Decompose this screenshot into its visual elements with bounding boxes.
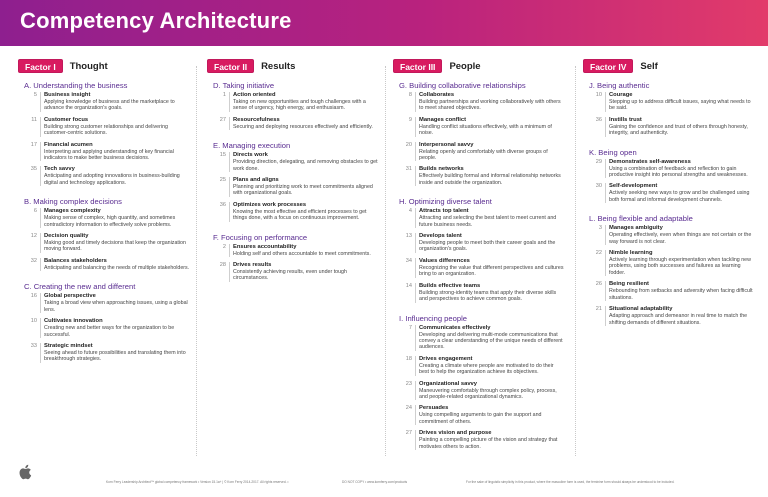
factor-header [393,58,569,74]
competency-item [24,343,194,363]
competency-description: Applying knowledge of business and the marketplace to advance the organization's goals. [44,99,175,112]
competency-name: Drives results [233,262,272,269]
competency-number: 28 [219,262,226,269]
competency-name: Organizational savvy [419,380,477,387]
factor-badge: Factor I [18,59,63,73]
competency-body [415,405,565,425]
competency-body [605,159,755,179]
competency-name: Tech savvy [44,166,75,173]
competency-body [415,283,565,303]
competency-item [213,152,383,172]
competency-item [589,159,759,179]
competency-item [399,142,569,162]
competency-body [605,92,755,112]
competency-body [605,117,755,137]
cluster [393,197,569,302]
competency-description: Interpreting and applying understanding of key financial indicators to make better business decisions. [44,148,174,162]
competency-description: Developing and delivering multi-mode communications that convey a clear understanding of the unique needs of different audiences. [419,331,563,351]
competency-description: Planning and prioritizing work to meet commitments aligned with organizational goals. [233,184,373,197]
competency-name: Drives engagement [419,355,473,362]
footer-copyright: Korn Ferry Leadership Architect™ global competency framework • Version 15.1a+ | © Korn Ferry 2014-2017. All rights reserved. • [106,480,289,484]
competency-name: Action oriented [233,92,276,98]
competency-item [589,281,759,301]
competency-item [589,306,759,326]
competency-name: Values differences [419,257,470,264]
competency-description: Creating new and better ways for the organization to be successful. [44,325,175,338]
competency-body [415,208,565,228]
competency-body [40,343,190,363]
competency-body [229,92,379,112]
competency-number: 26 [595,281,602,288]
factor-column [18,58,194,374]
competency-name: Communicates effectively [419,324,491,331]
competency-description: Attracting and selecting the best talent to meet current and future business needs. [419,215,557,228]
competency-item [24,208,194,228]
cluster-title: L. Being flexible and adaptable [589,214,693,224]
competency-description: Using a combination of feedback and reflection to gain productive insight into personal strengths and weaknesses. [609,165,748,179]
competency-body [229,244,379,257]
competency-number: 33 [30,342,37,349]
competency-body [415,142,565,162]
competency-name: Persuades [419,405,449,412]
cluster [207,233,383,282]
cluster [583,148,759,204]
factor-badge: Factor II [207,59,254,73]
cluster-title: D. Taking initiative [213,81,275,90]
competency-description: Stepping up to address difficult issues, saying what needs to be said. [609,99,751,112]
factor-header [207,58,383,74]
competency-body [40,318,190,338]
competency-description: Relating openly and comfortably with diverse groups of people. [419,148,548,162]
competency-description: Building strong-identity teams that apply their diverse skills and perspectives to achieve common goals. [419,289,557,303]
cluster-title: A. Understanding the business [24,81,128,90]
competency-number: 22 [595,250,602,257]
competency-description: Maneuvering comfortably through complex policy, process, and people-related organizational dynamics. [419,387,557,400]
competency-body [40,166,190,186]
competency-body [40,117,190,137]
competency-body [40,293,190,313]
competency-description: Actively learning through experimentation when tackling new problems, using both successes and failures as learning fodder. [609,257,751,276]
competency-description: Recognizing the value that different perspectives and cultures bring to an organization. [419,264,564,278]
competency-number: 7 [408,324,412,331]
competency-name: Business insight [44,92,91,98]
cluster [393,314,569,450]
competency-name: Attracts top talent [419,208,469,215]
competency-item [24,142,194,162]
competency-description: Providing direction, delegating, and removing obstacles to get work done. [233,159,378,172]
competency-item [399,258,569,278]
competency-name: Directs work [233,152,268,159]
competency-number: 25 [219,177,226,184]
cluster [393,81,569,186]
factor-badge: Factor IV [583,59,633,73]
competency-name: Instills trust [609,116,642,123]
competency-body [605,225,755,245]
competency-name: Balances stakeholders [44,257,107,264]
competency-item [399,283,569,303]
competency-number: 10 [595,92,602,98]
competency-item [213,262,383,282]
competency-body [605,183,755,203]
competency-number: 5 [33,92,37,98]
column-divider [385,66,386,456]
competency-name: Customer focus [44,116,89,123]
footer-disclaimer: For the sake of linguistic simplicity in this product, where the masculine form is used, the feminine form should always be understood to be included. [466,480,675,484]
competency-number: 35 [30,166,37,173]
cluster-title: I. Influencing people [399,313,467,323]
competency-item [399,405,569,425]
competency-body [415,356,565,376]
factor-name: Results [261,60,296,72]
competency-description: Holding self and others accountable to meet commitments. [233,250,371,257]
competency-name: Being resilient [609,281,649,288]
cluster [583,81,759,137]
competency-number: 30 [595,183,602,190]
competency-item [399,233,569,253]
competency-number: 34 [405,257,412,264]
competency-item [589,250,759,276]
competency-name: Strategic mindset [44,342,93,349]
competency-description: Taking on new opportunities and tough challenges with a sense of urgency, high energy, and enthusiasm. [233,99,366,112]
page-title: Competency Architecture [20,8,292,33]
competency-name: Interpersonal savvy [419,141,474,148]
competency-body [605,306,755,326]
footer [0,456,768,497]
competency-description: Adapting approach and demeanor in real time to match the shifting demands of different situations. [609,313,748,326]
competency-item [24,117,194,137]
apple-logo-icon [17,463,35,481]
competency-description: Securing and deploying resources effectively and efficiently. [233,123,373,130]
competency-number: 10 [30,318,37,325]
competency-name: Courage [609,92,633,98]
competency-body [415,117,565,137]
competency-description: Anticipating and balancing the needs of multiple stakeholders. [44,264,190,271]
competency-item [589,225,759,245]
competency-description: Actively seeking new ways to grow and be challenged using both formal and informal development channels. [609,190,750,203]
competency-number: 21 [595,306,602,313]
competency-name: Optimizes work processes [233,201,307,208]
factor-name: People [449,60,481,72]
competency-body [415,166,565,186]
competency-number: 15 [219,152,226,159]
competency-body [415,381,565,401]
competency-name: Demonstrates self-awareness [609,158,691,165]
competency-body [229,177,379,197]
competency-description: Making good and timely decisions that keep the organization moving forward. [44,240,186,253]
competency-number: 36 [595,116,602,123]
competency-name: Manages ambiguity [609,225,663,232]
footer-notice: DO NOT COPY • www.kornferry.com/products [342,480,408,484]
competency-description: Anticipating and adopting innovations in business-building digital and technology applications. [44,173,180,186]
competency-item [213,92,383,112]
competency-body [229,152,379,172]
competency-item [399,325,569,351]
header-banner [0,0,768,46]
competency-body [40,258,190,271]
cluster-title: G. Building collaborative relationships [399,81,526,90]
competency-description: Operating effectively, even when things are not certain or the way forward is not clear. [609,232,752,245]
competency-number: 17 [30,141,37,148]
competency-body [40,208,190,228]
competency-number: 11 [31,116,37,123]
competency-body [415,430,565,450]
competency-name: Cultivates innovation [44,318,103,325]
competency-body [415,258,565,278]
competency-item [213,177,383,197]
competency-number: 31 [405,166,412,173]
competency-number: 3 [598,225,602,232]
competency-name: Develops talent [419,233,462,240]
competency-name: Ensures accountability [233,243,297,250]
competency-item [399,166,569,186]
competency-item [589,183,759,203]
competency-number: 32 [30,257,37,264]
cluster-title: E. Managing execution [213,141,291,151]
competency-number: 4 [408,208,412,215]
competency-description: Rebounding from setbacks and adversity when facing difficult situations. [609,288,753,301]
competency-item [24,293,194,313]
competency-item [399,381,569,401]
competency-item [399,208,569,228]
factor-column [583,58,759,337]
competency-item [24,318,194,338]
competency-item [589,117,759,137]
competency-item [24,233,194,253]
column-divider [196,66,197,456]
cluster-title: J. Being authentic [589,81,650,90]
competency-description: Effectively building formal and informal relationship networks inside and outside the organization. [419,173,561,186]
factor-header [583,58,759,74]
competency-item [399,356,569,376]
competency-body [415,233,565,253]
competency-name: Manages conflict [419,116,467,123]
competency-item [213,244,383,257]
factor-name: Self [640,60,658,72]
cluster-title: K. Being open [589,147,637,157]
column-divider [575,66,576,456]
competency-name: Situational adaptability [609,306,673,313]
competency-description: Gaining the confidence and trust of others through honesty, integrity, and authenticity. [609,123,748,137]
competency-description: Taking a broad view when approaching issues, using a global lens. [44,300,188,313]
cluster [207,81,383,130]
competency-body [605,250,755,276]
competency-number: 13 [405,233,412,240]
competency-name: Drives vision and purpose [419,430,492,437]
factor-badge: Factor III [393,59,442,73]
factor-header [18,58,194,74]
competency-number: 36 [219,201,226,208]
competency-number: 8 [408,92,412,98]
competency-body [229,262,379,282]
competency-name: Collaborates [419,92,455,98]
cluster-title: H. Optimizing diverse talent [399,197,492,207]
competency-body [605,281,755,301]
competency-number: 24 [405,405,412,412]
competency-description: Seeing ahead to future possibilities and translating them into breakthrough strategies. [44,349,186,363]
competency-item [589,92,759,112]
competency-item [213,202,383,222]
competency-description: Making sense of complex, high quantity, and sometimes contradictory information to effectively solve problems. [44,215,176,228]
cluster-title: F. Focusing on performance [213,232,308,242]
competency-item [399,117,569,137]
competency-description: Building strong customer relationships and delivering customer-centric solutions. [44,123,168,137]
competency-description: Developing people to meet both their career goals and the organization's goals. [419,240,556,253]
competency-body [415,92,565,112]
competency-name: Decision quality [44,233,89,240]
competency-description: Knowing the most effective and efficient processes to get things done, with a focus on continuous improvement. [233,208,367,222]
competency-name: Global perspective [44,293,96,300]
competency-body [40,142,190,162]
competency-item [213,117,383,130]
competency-number: 20 [405,141,412,148]
competency-number: 12 [30,233,37,240]
competency-body [40,233,190,253]
competency-description: Consistently achieving results, even under tough circumstances. [233,269,347,282]
competency-number: 6 [33,208,37,215]
competency-body [229,202,379,222]
competency-body [229,117,379,130]
competency-item [24,166,194,186]
competency-number: 27 [219,116,226,123]
cluster-title: B. Making complex decisions [24,197,122,207]
competency-name: Resourcefulness [233,116,280,123]
competency-body [415,325,565,351]
cluster-title: C. Creating the new and different [24,282,136,292]
cluster [207,141,383,221]
competency-number: 9 [408,116,412,123]
competency-number: 18 [405,355,412,362]
competency-description: Using compelling arguments to gain the support and commitment of others. [419,412,542,425]
cluster [18,282,194,362]
competency-number: 16 [30,293,37,300]
competency-number: 1 [222,92,226,98]
competency-number: 29 [595,158,602,165]
competency-name: Nimble learning [609,250,653,257]
competency-name: Financial acumen [44,141,93,148]
factor-column [393,58,569,461]
competency-item [399,92,569,112]
competency-description: Handling conflict situations effectively, with a minimum of noise. [419,123,552,137]
competency-name: Plans and aligns [233,177,279,184]
factor-column [207,58,383,293]
competency-name: Manages complexity [44,208,101,215]
competency-body [40,92,190,112]
cluster [583,214,759,326]
competency-name: Self-development [609,183,658,190]
competency-name: Builds effective teams [419,282,481,289]
competency-description: Painting a compelling picture of the vision and strategy that motivates others to action. [419,437,558,450]
competency-number: 14 [405,282,412,289]
competency-item [399,430,569,450]
competency-item [24,258,194,271]
competency-number: 27 [405,430,412,437]
competency-number: 23 [405,380,412,387]
cluster [18,197,194,271]
competency-item [24,92,194,112]
competency-name: Builds networks [419,166,464,173]
cluster [18,81,194,186]
competency-description: Building partnerships and working collaboratively with others to meet shared objectives. [419,99,561,112]
competency-number: 2 [222,243,226,250]
competency-description: Creating a climate where people are motivated to do their best to help the organization achieve its objectives. [419,362,554,376]
factor-name: Thought [69,60,108,72]
